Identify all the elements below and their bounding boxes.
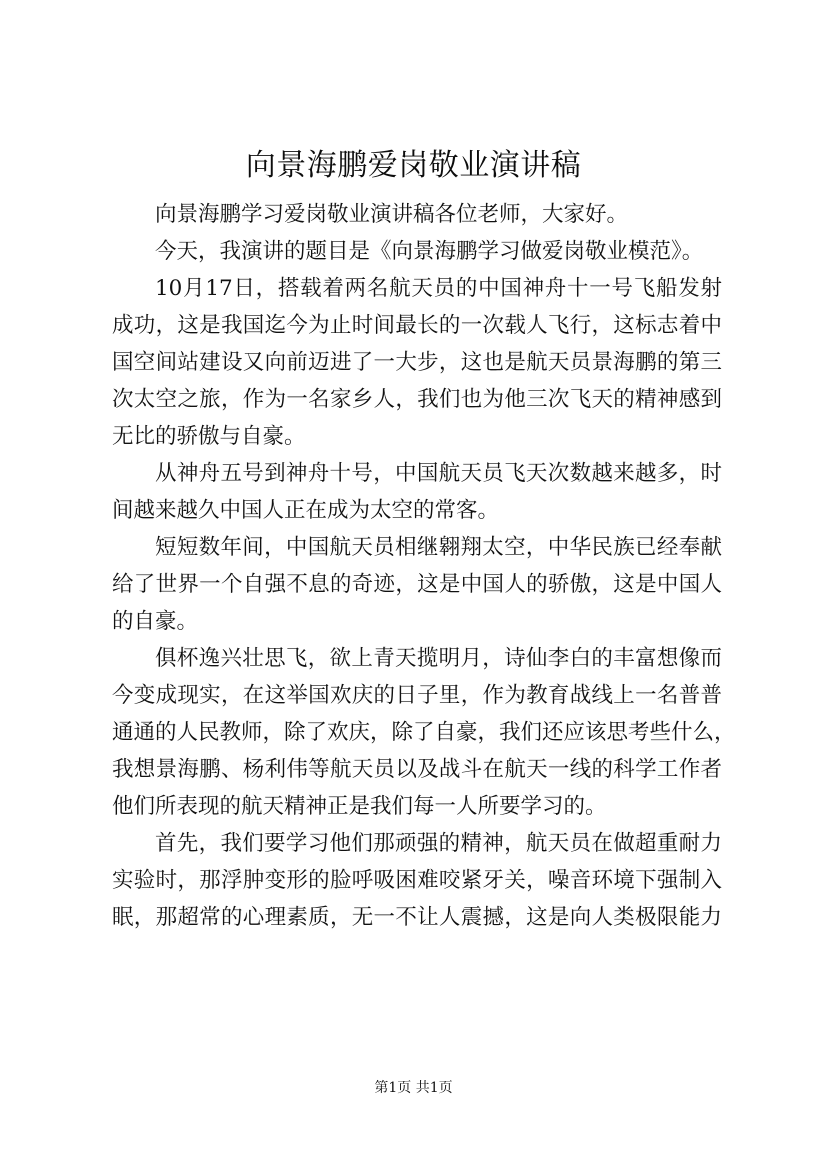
text-line: 我想景海鹏、杨利伟等航天员以及战斗在航天一线的科学工作者: [112, 757, 722, 782]
text-line: 通通的人民教师，除了欢庆，除了自豪，我们还应该思考些什么，: [112, 720, 736, 745]
text-line: 间越来越久中国人正在成为太空的常客。: [112, 498, 500, 523]
text-line: 国空间站建设又向前迈进了一大步，这也是航天员景海鹏的第三: [112, 350, 722, 375]
text-line: 无比的骄傲与自豪。: [112, 424, 306, 449]
text-line: 次太空之旅，作为一名家乡人，我们也为他三次飞天的精神感到: [112, 387, 722, 412]
document-body: [112, 196, 736, 936]
text-line: 今天，我演讲的题目是《向景海鹏学习做爱岗敬业模范》。: [155, 239, 704, 264]
text-line: 向景海鹏学习爱岗敬业演讲稿各位老师，大家好。: [155, 202, 629, 227]
text-line: 从神舟五号到神舟十号，中国航天员飞天次数越来越多，时: [155, 461, 722, 486]
page-footer: 第1页 共1页: [374, 1080, 453, 1096]
text-line: 的自豪。: [112, 609, 199, 634]
text-line: 短短数年间，中国航天员相继翱翔太空，中华民族已经奉献: [155, 535, 722, 560]
text-line: 他们所表现的航天精神正是我们每一人所要学习的。: [112, 794, 607, 819]
text-line: 眠，那超常的心理素质，无一不让人震撼，这是向人类极限能力: [112, 905, 722, 930]
text-line: 俱杯逸兴壮思飞，欲上青天揽明月，诗仙李白的丰富想像而: [155, 646, 722, 671]
text-line: 实验时，那浮肿变形的脸呼吸困难咬紧牙关，噪音环境下强制入: [112, 868, 722, 893]
document-title: 向景海鹏爱岗敬业演讲稿: [245, 148, 582, 183]
text-line: 今变成现实，在这举国欢庆的日子里，作为教育战线上一名普普: [112, 683, 722, 708]
text-line: 首先，我们要学习他们那顽强的精神，航天员在做超重耐力: [155, 831, 722, 856]
text-line: 10月17日，搭载着两名航天员的中国神舟十一号飞船发射: [155, 276, 722, 301]
text-line: 给了世界一个自强不息的奇迹，这是中国人的骄傲，这是中国人: [112, 572, 722, 597]
text-line: 成功，这是我国迄今为止时间最长的一次载人飞行，这标志着中: [112, 313, 722, 338]
